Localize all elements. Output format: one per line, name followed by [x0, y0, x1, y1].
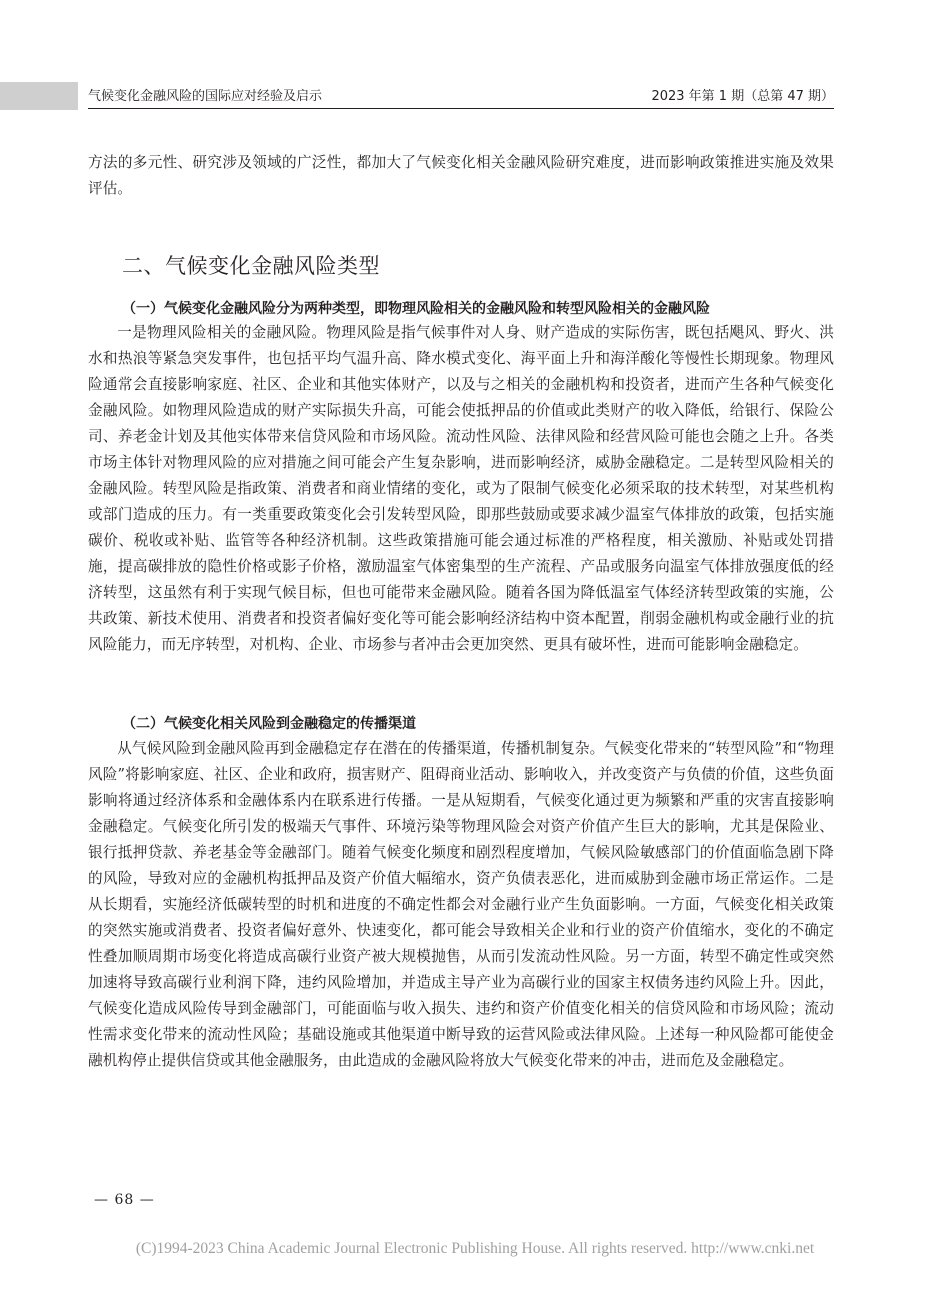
- subsection-heading-2: （二）气候变化相关风险到金融稳定的传播渠道: [122, 716, 416, 732]
- running-header-title: 气候变化金融风险的国际应对经验及启示: [88, 89, 323, 104]
- header-gray-bar: [0, 82, 78, 110]
- continued-paragraph: 方法的多元性、研究涉及领域的广泛性，都加大了气候变化相关金融风险研究难度，进而影响政策推进实施及效果评估。: [88, 154, 834, 197]
- page-number: — 68 —: [94, 1192, 155, 1208]
- subsection-heading-1: （一）气候变化金融风险分为两种类型，即物理风险相关的金融风险和转型风险相关的金融风险: [122, 301, 710, 317]
- copyright-notice: (C)1994-2023 China Academic Journal Electronic Publishing House. All rights reserved. http://www.cnki.net: [135, 1240, 815, 1257]
- subsection-paragraph-2: 从气候风险到金融风险再到金融稳定存在潜在的传播渠道，传播机制复杂。气候变化带来的“转型风险”和“物理风险”将影响家庭、社区、企业和政府，损害财产、阻碍商业活动、影响收入，并改变资产与负债的价值，这些负面影响将通过经济体系和金融体系内在联系进行传播。一是从短期看，气候变化通过更为频繁和严重的灾害直接影响金融稳定。气候变化所引发的极端天气事件、环境污染等物理风险会对资产价值产生巨大的影响，尤其是保险业、银行抵押贷款、养老基金等金融部门。随着气候变化频度和剧烈程度增加，气候风险敏感部门的价值面临急剧下降的风险，导致对应的金融机构抵押品及资产价值大幅缩水，资产负债表恶化，进而威胁到金融市场正常运作。二是从长期看，实施经济低碳转型的时机和进度的不确定性都会对金融行业产生负面影响。一方面，气候变化相关政策的突然实施或消费者、投资者偏好意外、快速变化，都可能会导致相关企业和行业的资产价值缩水，变化的不确定性叠加顺周期市场变化将造成高碳行业资产被大规模抛售，从而引发流动性风险。另一方面，转型不确定性或突然加速将导致高碳行业利润下降，违约风险增加，并造成主导产业为高碳行业的国家主权债务违约风险上升。因此，气候变化造成风险传导到金融部门，可能面临与收入损失、违约和资产价值变化相关的信贷风险和市场风险；流动性需求变化带来的流动性风险；基础设施或其他渠道中断导致的运营风险或法律风险。上述每一种风险都可能使金融机构停止提供信贷或其他金融服务，由此造成的金融风险将放大气候变化带来的冲击，进而危及金融稳定。: [88, 740, 834, 1069]
- section-heading: 二、气候变化金融风险类型: [122, 254, 380, 278]
- subsection-paragraph-1: 一是物理风险相关的金融风险。物理风险是指气候事件对人身、财产造成的实际伤害，既包括飓风、野火、洪水和热浪等紧急突发事件，也包括平均气温升高、降水模式变化、海平面上升和海洋酸化等慢性长期现象。物理风险通常会直接影响家庭、社区、企业和其他实体财产，以及与之相关的金融机构和投资者，进而产生各种气候变化金融风险。如物理风险造成的财产实际损失升高，可能会使抵押品的价值或此类财产的收入降低，给银行、保险公司、养老金计划及其他实体带来信贷风险和市场风险。流动性风险、法律风险和经营风险可能也会随之上升。各类市场主体针对物理风险的应对措施之间可能会产生复杂影响，进而影响经济，威胁金融稳定。二是转型风险相关的金融风险。转型风险是指政策、消费者和商业情绪的变化，或为了限制气候变化必须采取的技术转型，对某些机构或部门造成的压力。有一类重要政策变化会引发转型风险，即那些鼓励或要求减少温室气体排放的政策，包括实施碳价、税收或补贴、监管等各种经济机制。这些政策措施可能会通过标准的严格程度，相关激励、补贴或处罚措施，提高碳排放的隐性价格或影子价格，激励温室气体密集型的生产流程、产品或服务向温室气体排放强度低的经济转型，这虽然有利于实现气候目标，但也可能带来金融风险。随着各国为降低温室气体经济转型政策的实施，公共政策、新技术使用、消费者和投资者偏好变化等可能会影响经济结构中资本配置，削弱金融机构或金融行业的抗风险能力，而无序转型，对机构、企业、市场参与者冲击会更加突然、更具有破坏性，进而可能影响金融稳定。: [88, 324, 834, 653]
- header-rule: [88, 108, 834, 109]
- running-header-issue: 2023 年第 1 期（总第 47 期）: [651, 89, 834, 104]
